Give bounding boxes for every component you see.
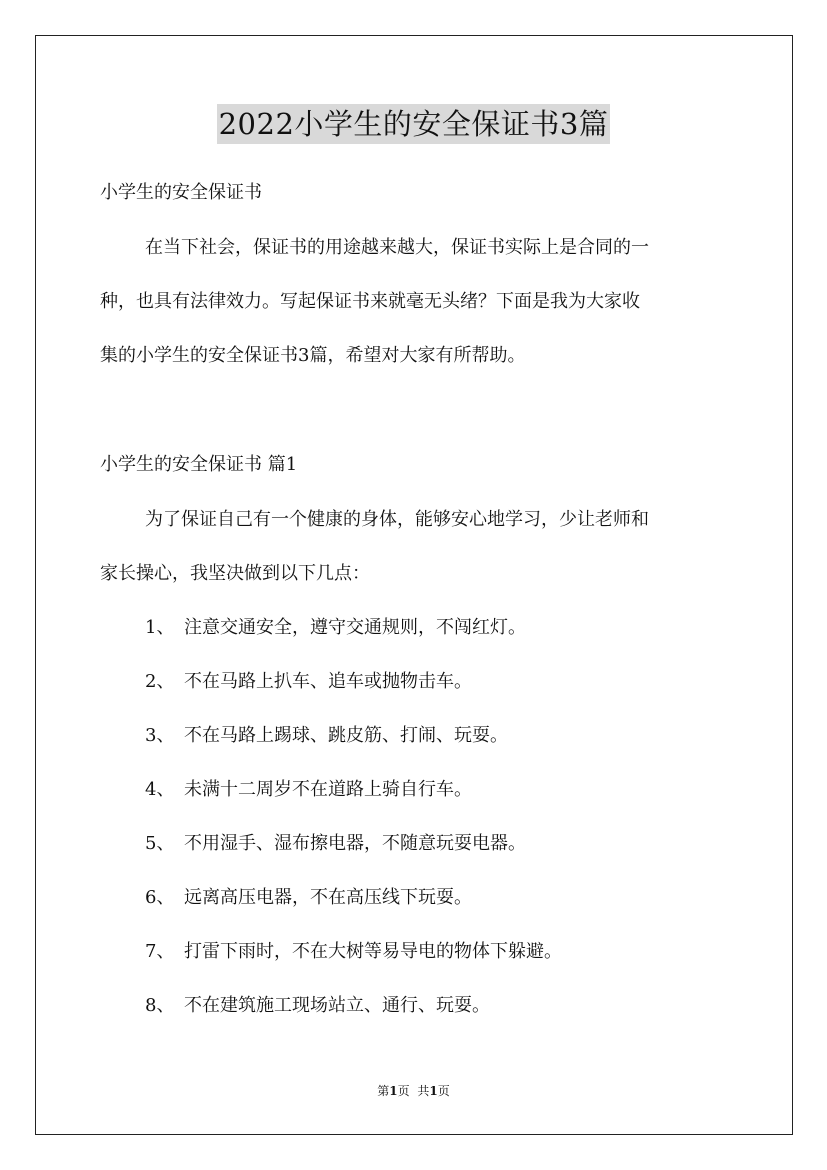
section-line-2: 家长操心，我坚决做到以下几点：	[100, 563, 370, 584]
intro-line-3: 集的小学生的安全保证书3篇，希望对大家有所帮助。	[100, 345, 526, 366]
footer-page-suffix: 页	[397, 1084, 410, 1098]
list-item-text: 不用湿手、湿布擦电器，不随意玩耍电器。	[184, 833, 526, 854]
list-item-text: 不在马路上扒车、追车或抛物击车。	[184, 671, 472, 692]
section-heading: 小学生的安全保证书 篇1	[100, 454, 298, 475]
footer-total-suffix: 页	[437, 1084, 450, 1098]
list-item-text: 注意交通安全，遵守交通规则，不闯红灯。	[184, 617, 526, 638]
list-item-number: 7、	[145, 941, 175, 962]
list-item-number: 5、	[145, 833, 175, 854]
list-item-text: 打雷下雨时，不在大树等易导电的物体下躲避。	[184, 941, 562, 962]
list-item-text: 不在建筑施工现场站立、通行、玩耍。	[184, 995, 490, 1016]
section-line-1: 为了保证自己有一个健康的身体，能够安心地学习，少让老师和	[145, 509, 649, 530]
list-item-text: 未满十二周岁不在道路上骑自行车。	[184, 779, 472, 800]
intro-line-2: 种，也具有法律效力。写起保证书来就毫无头绪？下面是我为大家收	[100, 291, 640, 312]
title-block	[0, 104, 827, 144]
document-title: 2022小学生的安全保证书3篇	[217, 104, 611, 144]
list-item-number: 8、	[145, 995, 175, 1016]
intro-heading: 小学生的安全保证书	[100, 182, 262, 203]
page-footer	[0, 1083, 827, 1099]
intro-line-1: 在当下社会，保证书的用途越来越大，保证书实际上是合同的一	[145, 237, 649, 258]
footer-page-current: 1	[389, 1084, 398, 1098]
list-item-number: 2、	[145, 671, 175, 692]
list-item-text: 远离高压电器，不在高压线下玩耍。	[184, 887, 472, 908]
list-item-number: 1、	[145, 617, 175, 638]
list-item-number: 4、	[145, 779, 175, 800]
footer-page-prefix: 第	[377, 1084, 390, 1098]
list-item-text: 不在马路上踢球、跳皮筋、打闹、玩耍。	[184, 725, 508, 746]
footer-page-total: 1	[429, 1084, 438, 1098]
list-item-number: 3、	[145, 725, 175, 746]
footer-total-prefix: 共	[417, 1084, 430, 1098]
list-item-number: 6、	[145, 887, 175, 908]
